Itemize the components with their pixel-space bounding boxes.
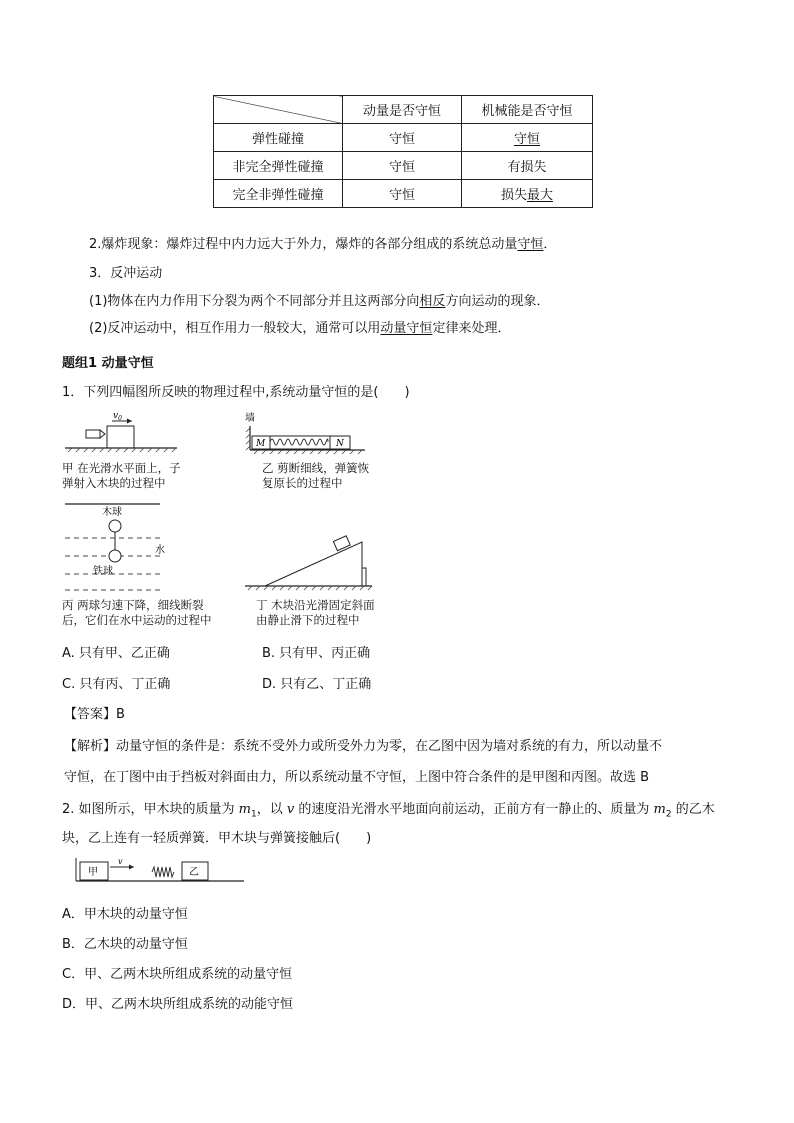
- velocity-arrowhead: [129, 865, 134, 870]
- velocity-symbol: v: [286, 802, 295, 817]
- spring: [270, 439, 328, 445]
- wall-hatch: [246, 428, 250, 450]
- caption-line: 乙 剪断细线，弹簧恢: [262, 461, 370, 475]
- caption-line: 后，它们在水中运动的过程中: [62, 613, 212, 627]
- energy-prefix: 损失: [500, 188, 527, 203]
- note-text: 2.爆炸现象：爆炸过程中内力远大于外力，爆炸的各部分组成的系统总动量: [89, 237, 518, 252]
- table-header-row: [214, 96, 593, 124]
- table-cell-energy: [462, 124, 593, 152]
- water-lines: [65, 538, 160, 590]
- q2-stem-line-2: 块，乙上连有一轻质弹簧．甲木块与弹簧接触后( ): [62, 831, 372, 846]
- M-label: M: [256, 439, 266, 449]
- table-cell-energy: [462, 180, 593, 208]
- section-title: 题组1 动量守恒: [62, 356, 154, 371]
- underlined-answer: 守恒: [517, 237, 544, 252]
- caption-bing: [62, 598, 212, 628]
- wood-ball-label: 木球: [102, 507, 122, 518]
- string-frame: [270, 436, 330, 449]
- underlined-answer: 相反: [419, 294, 446, 309]
- table-corner-cell: [214, 96, 343, 124]
- stem-text: 的乙木: [671, 802, 715, 817]
- wood-block: [107, 426, 134, 448]
- q1-option-d[interactable]: D. 只有乙、丁正确: [262, 677, 372, 692]
- table-cell-momentum: 守恒: [343, 180, 462, 208]
- q1-option-b[interactable]: B. 只有甲、丙正确: [262, 646, 371, 661]
- table-row: [214, 180, 593, 208]
- note-text: (2)反冲运动中，相互作用力一般较大，通常可以用: [89, 321, 381, 336]
- wood-ball: [109, 520, 121, 532]
- q1-analysis-line-1: 【解析】动量守恒的条件是：系统不受外力或所受外力为零，在乙图中因为墙对系统的有力，所以动量不: [64, 739, 663, 754]
- N-label: N: [336, 439, 344, 449]
- mass-subscript: 2: [665, 809, 672, 820]
- underlined-answer: 守恒: [513, 132, 540, 147]
- caption-jia: [62, 461, 181, 491]
- water-label: 水: [155, 545, 165, 556]
- table-cell-momentum: 守恒: [343, 152, 462, 180]
- recoil-note-1: [89, 290, 549, 309]
- q2-option-b[interactable]: B．乙木块的动量守恒: [62, 937, 188, 952]
- caption-line: 丙 两球匀速下降，细线断裂: [62, 598, 204, 612]
- caption-line: 弹射入木块的过程中: [62, 476, 166, 490]
- velocity-label: v: [118, 857, 123, 866]
- ground-hatch: [254, 450, 362, 454]
- caption-ding: [256, 598, 375, 628]
- caption-line: 复原长的过程中: [262, 476, 343, 490]
- q2-option-d[interactable]: D．甲、乙两木块所组成系统的动能守恒: [62, 997, 294, 1012]
- stem-text: ，以: [256, 802, 287, 817]
- q1-option-c[interactable]: C. 只有丙、丁正确: [62, 677, 171, 692]
- table-header-energy: 机械能是否守恒: [462, 96, 593, 124]
- caption-yi: [262, 461, 369, 491]
- note-text: 方向运动的现象．: [445, 294, 550, 309]
- v0-label: $v_0$: [113, 411, 122, 422]
- q2-figure: [72, 856, 247, 886]
- incline: [265, 542, 362, 586]
- q1-option-a[interactable]: A. 只有甲、乙正确: [62, 646, 170, 661]
- conservation-table: [213, 95, 593, 208]
- q2-stem-line-1: [62, 798, 715, 820]
- table-cell-type: 非完全弹性碰撞: [214, 152, 343, 180]
- table-row: [214, 124, 593, 152]
- mass-symbol: m: [653, 802, 666, 817]
- mass-subscript: 1: [251, 809, 257, 820]
- wall-label: 墙: [245, 413, 255, 424]
- table-cell-type: 完全非弹性碰撞: [214, 180, 343, 208]
- q1-answer: 【答案】B: [64, 707, 125, 722]
- underlined-answer: 最大: [527, 188, 554, 203]
- block-yi-label: 乙: [189, 867, 199, 878]
- figure-ding: [240, 530, 380, 595]
- figure-yi: [240, 408, 380, 458]
- table-row: [214, 152, 593, 180]
- table-cell-momentum: 守恒: [343, 124, 462, 152]
- table-cell-energy: 有损失: [462, 152, 593, 180]
- iron-ball-label: 铁球: [93, 566, 113, 577]
- table-cell-type: 弹性碰撞: [214, 124, 343, 152]
- q1-stem: 1．下列四幅图所反映的物理过程中,系统动量守恒的是( ): [62, 385, 410, 400]
- figure-bing: [60, 498, 230, 598]
- q2-option-a[interactable]: A．甲木块的动量守恒: [62, 907, 188, 922]
- q2-option-c[interactable]: C．甲、乙两木块所组成系统的动量守恒: [62, 967, 293, 982]
- caption-line: 丁 木块沿光滑固定斜面: [256, 598, 375, 612]
- bullet-tip: [100, 430, 105, 438]
- spring: [152, 867, 174, 877]
- underlined-answer: 动量守恒: [380, 321, 433, 336]
- recoil-heading: 3．反冲运动: [89, 266, 163, 281]
- note-text: 定律来处理．: [432, 321, 511, 336]
- block-jia-label: 甲: [88, 867, 98, 878]
- iron-ball: [109, 550, 121, 562]
- stem-text: 的速度沿光滑水平地面向前运动，正前方有一静止的、质量为: [294, 802, 654, 817]
- explosion-note: [89, 233, 556, 252]
- stem-text: 2. 如图所示，甲木块的质量为: [62, 802, 239, 817]
- caption-line: 由静止滑下的过程中: [256, 613, 360, 627]
- q1-analysis-line-2: 守恒，在丁图中由于挡板对斜面由力，所以系统动量不守恒，上图中符合条件的是甲图和丙图。故选 B: [64, 770, 650, 785]
- recoil-note-2: [89, 317, 510, 336]
- caption-line: 甲 在光滑水平面上，子: [62, 461, 181, 475]
- velocity-arrowhead: [127, 419, 132, 424]
- note-text: ．: [543, 237, 557, 252]
- stopper-board: [362, 568, 366, 586]
- bullet: [86, 430, 100, 438]
- note-text: (1)物体在内力作用下分裂为两个不同部分并且这两部分向: [89, 294, 420, 309]
- ground-hatch: [68, 448, 176, 452]
- table-header-momentum: 动量是否守恒: [343, 96, 462, 124]
- mass-symbol: m: [238, 802, 251, 817]
